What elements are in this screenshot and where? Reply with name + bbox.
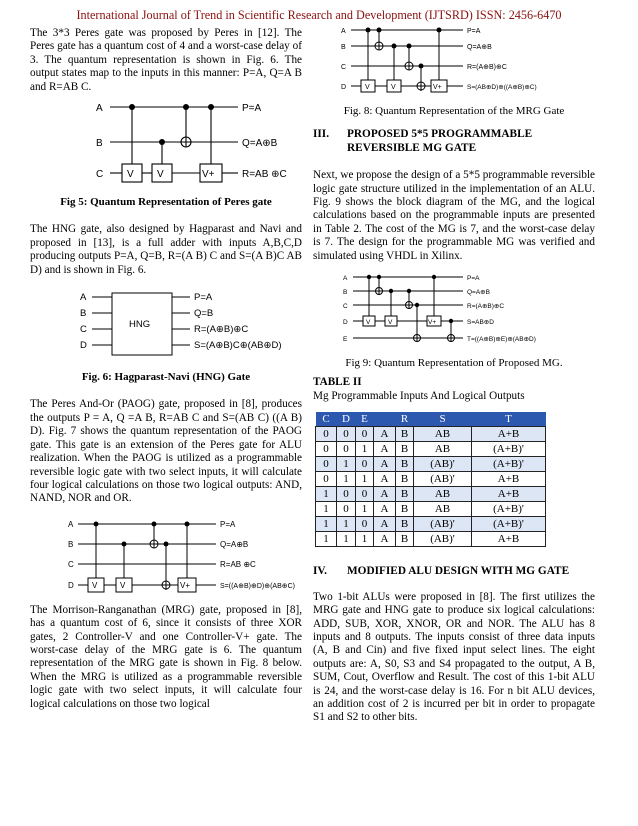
table-cell: A+B: [472, 532, 546, 547]
fig6-caption: Fig. 6: Hagparast-Navi (HNG) Gate: [81, 371, 251, 384]
table-row: [316, 502, 546, 517]
table-cell: A: [374, 472, 396, 487]
fig5-output-r: R=AB ⊕C: [242, 169, 287, 181]
table-cell: B: [396, 442, 414, 457]
fig9-caption: Fig 9: Quantum Representation of Proposed MG.: [345, 357, 563, 370]
fig9-input-d: D: [343, 319, 348, 327]
fig8-input-b: B: [341, 44, 346, 51]
table-cell: (AB)': [414, 517, 472, 532]
table-cell: (A+B)': [472, 457, 546, 472]
table-cell: 1: [356, 442, 374, 457]
table-cell: 1: [356, 532, 374, 547]
fig7-input-c: C: [68, 559, 74, 569]
fig9-input-e: E: [343, 336, 348, 344]
section-3-number: III.: [313, 128, 330, 141]
section-4-heading: [313, 565, 595, 578]
fig5-output-q: Q=A⊕B: [242, 138, 278, 150]
table-cell: 1: [337, 472, 356, 487]
table-cell: 1: [316, 502, 337, 517]
table-cell: A: [374, 517, 396, 532]
table-cell: A+B: [472, 427, 546, 442]
fig7-output-p: P=A: [220, 519, 236, 529]
fig8-gate-v2: V: [391, 84, 396, 91]
table-cell: 0: [316, 457, 337, 472]
fig8-input-c: C: [341, 64, 347, 71]
fig5-gate-v1: V: [127, 169, 134, 181]
col-header-blank: [374, 412, 396, 427]
table-2-subtitle: Mg Programmable Inputs And Logical Outputs: [313, 389, 525, 402]
paragraph-alu-design: Two 1-bit ALUs were proposed in [8]. The first utilizes the MRG gate and HNG gate to produce six logical calculations: ADD, SUB, XOR, XNOR, OR and NOR. The ALU has 8 inputs and 8 outputs. The inputs consist of three data inputs (A, B and Cin) and five fixed input select lines. The eight outputs are: A, S0, S3 and S4 propagated to the output, A B, SUM, Cout, Overflow and Result. The cost of this 1-bit ALU is 24, and the worst-case delay is 16. For n bit ALU devices, an addition cost of 2 is incurred per bit in order to propagate S1 and S2 to other bits.: [313, 590, 595, 724]
paragraph-mg-gate: Next, we propose the design of a 5*5 programmable reversible logic gate structure utilized in the implementation of an ALU. Fig. 9 shows the block diagram of the MG, and the logical calculations based on the programmable inputs are presented in Table 2. The cost of the MG is 7, and the worst-case delay is 7. The design for the programmable MG was verified and simulated using VHDL in Xilinx.: [313, 169, 595, 262]
fig5-input-a: A: [96, 103, 103, 115]
fig9-output-t: T=((A⊕B)⊕E)⊕(AB⊕D): [467, 336, 536, 344]
table-cell: 0: [356, 487, 374, 502]
table-cell: B: [396, 502, 414, 517]
fig6-input-c: C: [80, 324, 87, 336]
table-cell: B: [396, 427, 414, 442]
col-header-s: S: [414, 412, 472, 427]
col-header-d: D: [337, 412, 356, 427]
right-column: [313, 27, 595, 725]
figure-7-paog-circuit: [30, 514, 302, 598]
col-header-r: R: [396, 412, 414, 427]
table-row: [316, 472, 546, 487]
paragraph-peres: The 3*3 Peres gate was proposed by Peres in [12]. The Peres gate has a quantum cost of 4 and a worst-case delay of 3. The quantum representation is shown in Fig. 6. The output states map to the inputs in this manner: P=A, Q=A B and R=AB C.: [30, 27, 302, 93]
table-cell: (A+B)': [472, 442, 546, 457]
section-4-title: MODIFIED ALU DESIGN WITH MG GATE: [347, 565, 570, 578]
table-cell: 0: [356, 427, 374, 442]
section-3-title: PROPOSED 5*5 PROGRAMMABLE REVERSIBLE MG GATE: [347, 128, 533, 154]
fig9-output-s: S=AB⊕D: [467, 319, 494, 327]
table-cell: 1: [337, 517, 356, 532]
fig9-output-q: Q=A⊕B: [467, 289, 490, 297]
table-2-title: TABLE II: [313, 376, 362, 389]
figure-6-hng-block: [30, 285, 302, 361]
fig9-gate-v2: V: [388, 319, 393, 327]
fig8-caption: Fig. 8: Quantum Representation of the MRG Gate: [343, 105, 565, 117]
table-cell: A+B: [472, 487, 546, 502]
table-cell: A: [374, 427, 396, 442]
fig9-gate-v1: V: [366, 319, 371, 327]
fig9-gate-vplus: V+: [428, 319, 437, 327]
table-cell: AB: [414, 442, 472, 457]
fig8-gate-vplus: V+: [433, 84, 442, 91]
table-cell: A: [374, 532, 396, 547]
table-cell: 0: [337, 487, 356, 502]
table-cell: A: [374, 487, 396, 502]
truth-table-header: [316, 412, 546, 427]
fig6-input-a: A: [80, 292, 87, 304]
fig7-gate-v1: V: [92, 580, 98, 590]
table-cell: (A+B)': [472, 502, 546, 517]
fig5-gate-vplus: V+: [202, 169, 215, 181]
truth-table: [315, 412, 546, 547]
fig5-input-c: C: [96, 169, 104, 181]
table-cell: B: [396, 487, 414, 502]
paragraph-hng: The HNG gate, also designed by Hagparast and Navi and proposed in [13], is a full adder with inputs A,B,C,D producing outputs P=A, Q=B, R=(A B) C and S=(A B)C AB D) and is shown in Fig. 6.: [30, 223, 302, 276]
fig8-gate-v1: V: [365, 84, 370, 91]
table-row: [316, 532, 546, 547]
fig6-input-d: D: [80, 340, 87, 352]
fig8-input-a: A: [341, 28, 346, 35]
col-header-t: T: [472, 412, 546, 427]
fig5-output-p: P=A: [242, 103, 262, 115]
table-row: [316, 427, 546, 442]
figure-5-peres-circuit: [30, 94, 302, 194]
fig6-output-r: R=(A⊕B)⊕C: [194, 324, 249, 336]
fig6-input-b: B: [80, 308, 87, 320]
col-header-e: E: [356, 412, 374, 427]
table-cell: 0: [337, 442, 356, 457]
fig9-output-p: P=A: [467, 275, 480, 283]
fig5-gate-v2: V: [157, 169, 164, 181]
fig6-hng-label: HNG: [129, 319, 151, 331]
fig7-gate-vplus: V+: [180, 580, 191, 590]
fig7-input-b: B: [68, 539, 74, 549]
fig8-output-s: S=(AB⊕D)⊕((A⊕B)⊕C): [467, 84, 537, 91]
table-cell: 1: [356, 502, 374, 517]
table-cell: 1: [337, 532, 356, 547]
fig8-output-r: R=(A⊕B)⊕C: [467, 64, 507, 71]
fig7-gate-v2: V: [120, 580, 126, 590]
table-cell: (AB)': [414, 532, 472, 547]
fig9-input-b: B: [343, 289, 348, 297]
table-cell: AB: [414, 502, 472, 517]
table-cell: 0: [316, 442, 337, 457]
fig7-output-q: Q=A⊕B: [220, 539, 249, 549]
table-cell: (AB)': [414, 472, 472, 487]
table-cell: 1: [337, 457, 356, 472]
table-cell: 1: [316, 517, 337, 532]
section-4-number: IV.: [313, 565, 327, 578]
paragraph-paog: The Peres And-Or (PAOG) gate, proposed in [8], produces the outputs P = A, Q =A B, R=AB C and S=(AB C) ((A B) D). Fig. 7 shows the quantum representation of the PAOG gate. This gate is an extension of the Peres gate for ALU realization. When the PAOG is utilized as a programmable reversible logic gate with two select inputs, it will calculate four logical calculations on those two logical outputs: AND, NAND, NOR and OR.: [30, 398, 302, 505]
table-cell: AB: [414, 487, 472, 502]
table-row: [316, 457, 546, 472]
table-cell: B: [396, 472, 414, 487]
fig8-output-q: Q=A⊕B: [467, 44, 492, 51]
fig7-output-s: S=((A⊕B)⊕D)⊕(AB⊕C): [220, 582, 295, 590]
fig6-output-q: Q=B: [194, 308, 214, 320]
fig6-output-p: P=A: [194, 292, 213, 304]
table-cell: B: [396, 532, 414, 547]
table-cell: 1: [316, 487, 337, 502]
table-cell: A: [374, 442, 396, 457]
fig7-output-r: R=AB ⊕C: [220, 559, 256, 569]
fig7-input-a: A: [68, 519, 74, 529]
table-cell: 0: [316, 472, 337, 487]
table-cell: A+B: [472, 472, 546, 487]
paragraph-mrg: The Morrison-Ranganathan (MRG) gate, proposed in [8], has a quantum cost of 6, since it consists of three XOR gates, 2 Controller-V and one Controller-V+ gate. The worst-case delay of the MRG gate is 6. The quantum representation of the MRG gate is shown in Fig. 8 below. When the MRG is utilized as a programmable reversible logic gate with two select inputs, it will calculate four logical calculations on those two logical: [30, 603, 302, 710]
fig9-input-a: A: [343, 275, 348, 283]
table-cell: 0: [337, 427, 356, 442]
table-cell: A: [374, 457, 396, 472]
fig8-input-d: D: [341, 84, 347, 91]
table-cell: 0: [337, 502, 356, 517]
fig5-caption: Fig 5: Quantum Representation of Peres gate: [60, 196, 272, 209]
table-cell: 1: [316, 532, 337, 547]
table-cell: (AB)': [414, 457, 472, 472]
fig9-output-r: R=(A⊕B)⊕C: [467, 303, 505, 311]
table-cell: AB: [414, 427, 472, 442]
table-cell: B: [396, 517, 414, 532]
journal-header: International Journal of Trend in Scientific Research and Development (IJTSRD) ISSN: 2456-6470: [76, 8, 562, 22]
table-row: [316, 487, 546, 502]
left-column: [30, 27, 302, 711]
fig6-output-s: S=(A⊕B)C⊕(AB⊕D): [194, 340, 282, 352]
table-cell: 1: [356, 472, 374, 487]
table-row: [316, 517, 546, 532]
figure-9-mg-circuit: [313, 271, 595, 351]
fig8-output-p: P=A: [467, 28, 481, 35]
table-cell: 0: [356, 457, 374, 472]
section-3-heading: [313, 128, 595, 155]
table-cell: (A+B)': [472, 517, 546, 532]
fig9-input-c: C: [343, 303, 348, 311]
fig5-input-b: B: [96, 138, 103, 150]
table-cell: A: [374, 502, 396, 517]
table-row: [316, 442, 546, 457]
figure-8-mrg-circuit: [313, 25, 595, 99]
fig7-input-d: D: [68, 580, 74, 590]
col-header-c: C: [316, 412, 337, 427]
table-cell: B: [396, 457, 414, 472]
table-cell: 0: [356, 517, 374, 532]
table-cell: 0: [316, 427, 337, 442]
